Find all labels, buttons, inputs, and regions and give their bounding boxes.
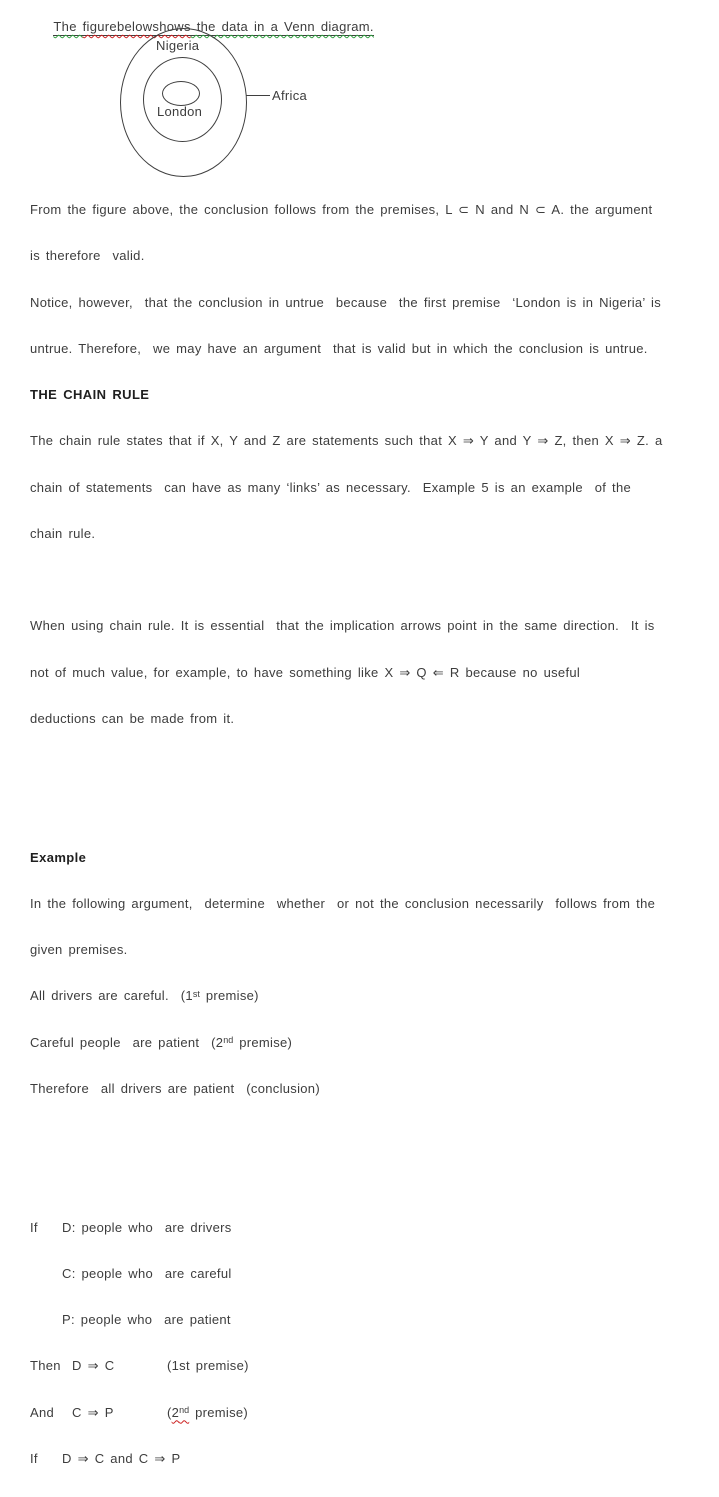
note-2nd-misspelled (172, 1405, 190, 1420)
logic-label-then: Then (30, 1358, 61, 1374)
logic-row-and (30, 1405, 702, 1421)
blank-line (30, 572, 702, 588)
logic-note-then: (1st premise) (167, 1358, 249, 1374)
chain-note-line-3: deductions can be made from it. (30, 710, 235, 726)
title-underline (53, 19, 373, 36)
chain-rule-heading: THE CHAIN RULE (30, 387, 150, 402)
example-heading: Example (30, 849, 87, 865)
note-open-paren: ( (167, 1404, 172, 1420)
venn-callout-line (246, 95, 270, 96)
venn-label-africa: Africa (272, 88, 308, 103)
venn-label-london: London (157, 104, 203, 119)
chain-note-line-2: not of much value, for example, to have something like X ⇒ Q ⇐ R because no useful (30, 664, 581, 680)
logic-row-p (30, 1312, 702, 1328)
premise-2-superscript: nd (223, 1035, 234, 1045)
blank-line (30, 1173, 702, 1189)
logic-label-if: If (30, 1219, 38, 1235)
example-intro-line-2: given premises. (30, 942, 128, 957)
logic-def-d: D: people who are drivers (62, 1219, 232, 1235)
logic-row-if-d (30, 1220, 702, 1236)
blank-line (30, 757, 702, 773)
logic-label-empty (30, 1312, 62, 1328)
premise-1-text: All drivers are careful. (1 (30, 988, 193, 1004)
paragraph-validity-line-1: From the figure above, the conclusion follows from the premises, L ⊂ N and N ⊂ A. the argument (30, 202, 653, 217)
venn-label-nigeria: Nigeria (156, 38, 200, 53)
premise-1-tail: premise) (199, 988, 259, 1004)
paragraph-validity-line-3: Notice, however, that the conclusion in untrue because the first premise ‘London is in Nigeria’ is (30, 294, 662, 310)
paragraph-validity-line-4: untrue. Therefore, we may have an argument that is valid but in which the conclusion is untrue. (30, 340, 648, 356)
example-premise-1 (30, 988, 702, 1004)
logic-label-if-2: If (30, 1450, 38, 1466)
blank-line (30, 803, 702, 819)
title-rest: the data in a Venn diagram. (190, 19, 374, 34)
logic-expr-and: C ⇒ P (72, 1404, 114, 1420)
logic-row-c (30, 1266, 702, 1282)
chain-rule-line-3: chain rule. (30, 525, 96, 541)
logic-label-and: And (30, 1404, 55, 1420)
example-conclusion: Therefore all drivers are patient (conclusion) (30, 1080, 320, 1096)
logic-def-c: C: people who are careful (62, 1265, 232, 1281)
logic-row-clipped (30, 1451, 702, 1467)
logic-expr-clipped: D ⇒ C and C ⇒ P (62, 1450, 181, 1466)
premise-2-text: Careful people are patient (2 (30, 1034, 224, 1050)
venn-inner-ellipse-london (162, 81, 200, 106)
chain-rule-line-2: chain of statements can have as many ‘links’ as necessary. Example 5 is an example of the (30, 479, 632, 495)
logic-label-empty (30, 1266, 62, 1282)
logic-expr-then: D ⇒ C (72, 1358, 115, 1374)
title-misspelled-word: figurebelowshows (82, 19, 191, 34)
note-number: 2 (171, 1404, 180, 1420)
logic-row-then (30, 1358, 702, 1374)
note-superscript: nd (179, 1405, 190, 1415)
premise-1-superscript: st (192, 988, 200, 999)
example-premise-2 (30, 1035, 702, 1051)
document-body (30, 172, 702, 1497)
logic-note-and (167, 1405, 248, 1421)
premise-2-tail: premise) (233, 1034, 293, 1050)
chain-note-line-1: When using chain rule. It is essential that the implication arrows point in the same direction. It is (30, 618, 655, 634)
example-intro-line-1: In the following argument, determine whether or not the conclusion necessarily follows from the (30, 895, 656, 911)
blank-line (30, 1127, 702, 1143)
title-word-the: The (53, 19, 83, 34)
paragraph-validity-line-2: is therefore valid. (30, 248, 145, 264)
chain-rule-line-1: The chain rule states that if X, Y and Z are statements such that X ⇒ Y and Y ⇒ Z, then X ⇒ Z. a (30, 433, 663, 449)
logic-def-p: P: people who are patient (62, 1312, 231, 1327)
note-tail: premise) (189, 1404, 249, 1420)
